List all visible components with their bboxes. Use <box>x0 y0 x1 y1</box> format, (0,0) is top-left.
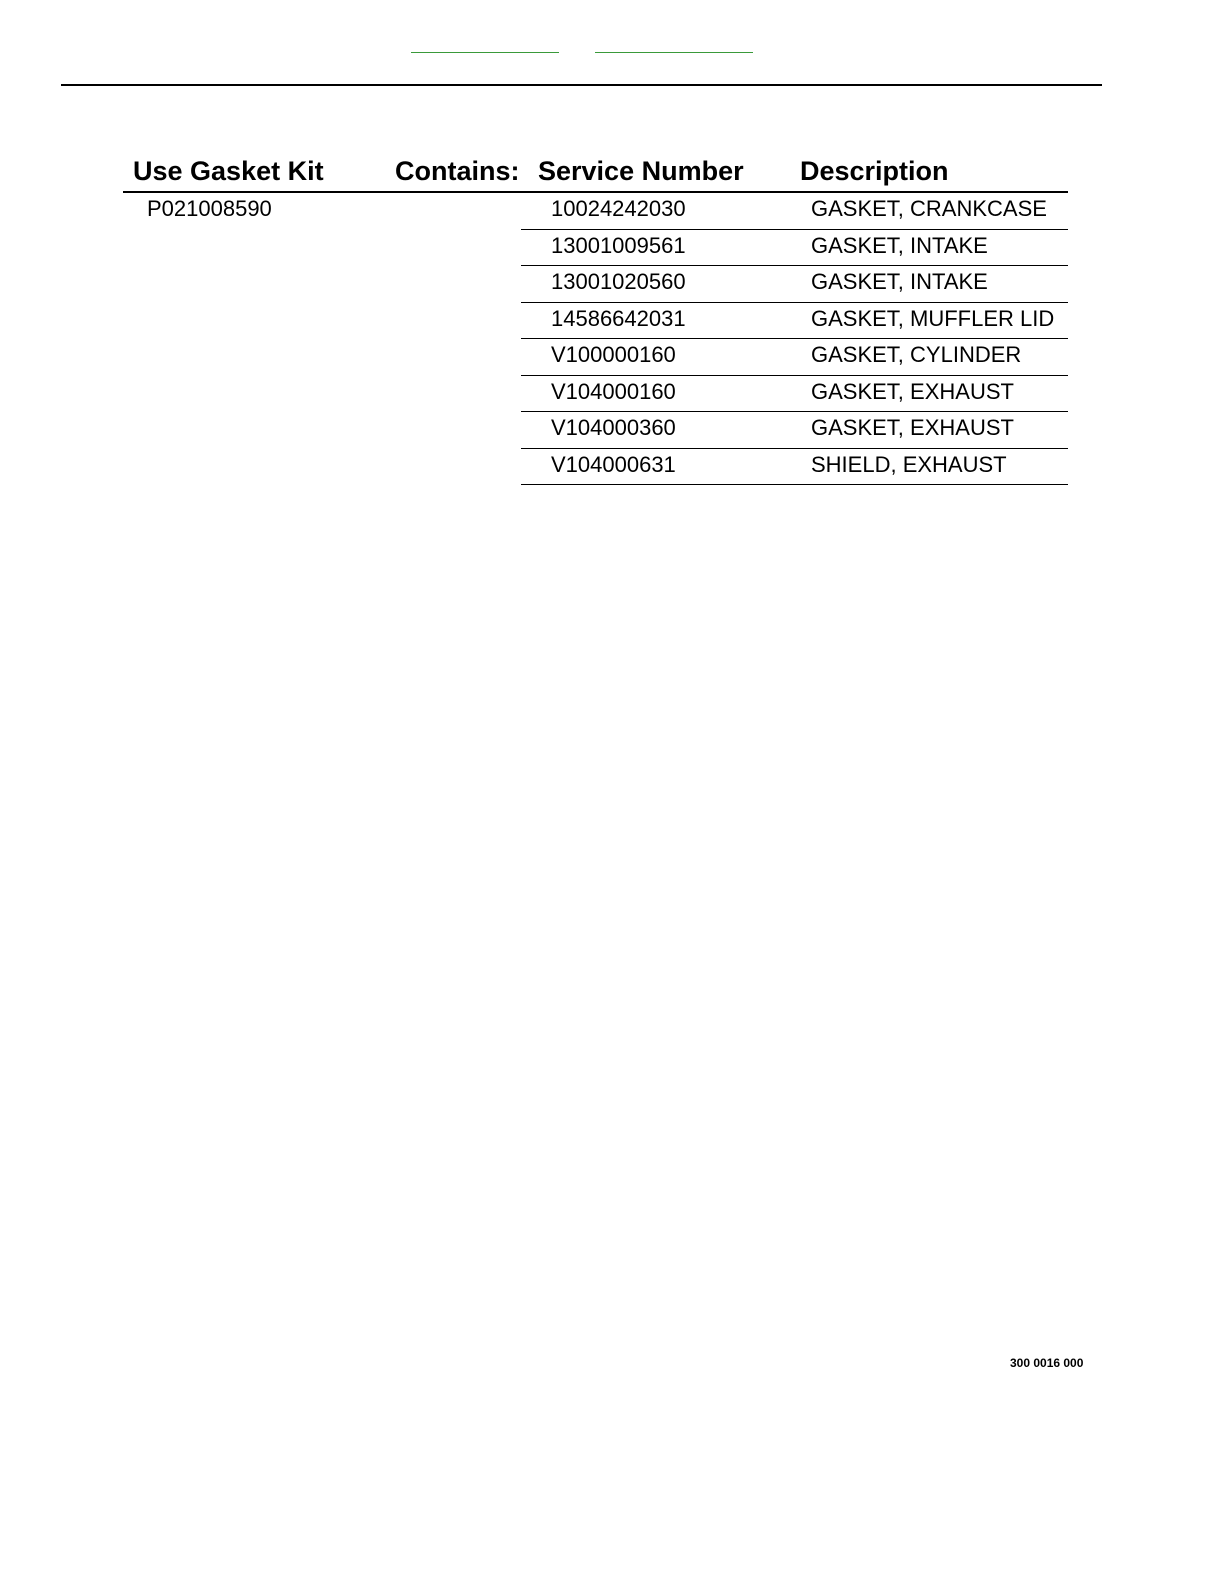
table-row <box>521 339 1068 376</box>
description-cell: GASKET, MUFFLER LID <box>811 305 1055 331</box>
table-row <box>521 376 1068 413</box>
description-cell: GASKET, INTAKE <box>811 269 988 294</box>
description-cell: GASKET, EXHAUST <box>811 378 1014 404</box>
column-header-description: Description <box>800 156 949 186</box>
service-number-cell: 14586642031 <box>551 305 686 331</box>
description-cell: SHIELD, EXHAUST <box>811 451 1007 477</box>
description-cell: GASKET, CYLINDER <box>811 342 1022 367</box>
service-number-cell: 13001009561 <box>551 232 686 258</box>
column-header-contains: Contains: <box>395 156 520 186</box>
service-number-cell: V104000160 <box>551 378 676 404</box>
column-header-kit: Use Gasket Kit <box>133 156 324 186</box>
description-cell: GASKET, INTAKE <box>811 232 988 258</box>
table-row <box>521 266 1068 303</box>
service-number-cell: V104000360 <box>551 415 676 440</box>
document-code: 300 0016 000 <box>1010 1356 1084 1370</box>
table-row <box>521 303 1068 340</box>
parts-table <box>521 193 1068 485</box>
table-row <box>521 230 1068 267</box>
service-number-cell: V104000631 <box>551 451 676 477</box>
service-number-cell: 10024242030 <box>551 196 686 221</box>
nav-link-right-underline[interactable] <box>595 52 753 53</box>
service-number-cell: 13001020560 <box>551 269 686 294</box>
column-header-service-number: Service Number <box>538 156 744 186</box>
table-row <box>521 449 1068 486</box>
service-number-cell: V100000160 <box>551 342 676 367</box>
header-divider <box>61 84 1102 86</box>
description-cell: GASKET, CRANKCASE <box>811 196 1047 221</box>
nav-link-left-underline[interactable] <box>411 52 559 53</box>
description-cell: GASKET, EXHAUST <box>811 415 1014 440</box>
table-row <box>521 193 1068 230</box>
gasket-kit-number: P021008590 <box>147 196 272 221</box>
table-row <box>521 412 1068 449</box>
